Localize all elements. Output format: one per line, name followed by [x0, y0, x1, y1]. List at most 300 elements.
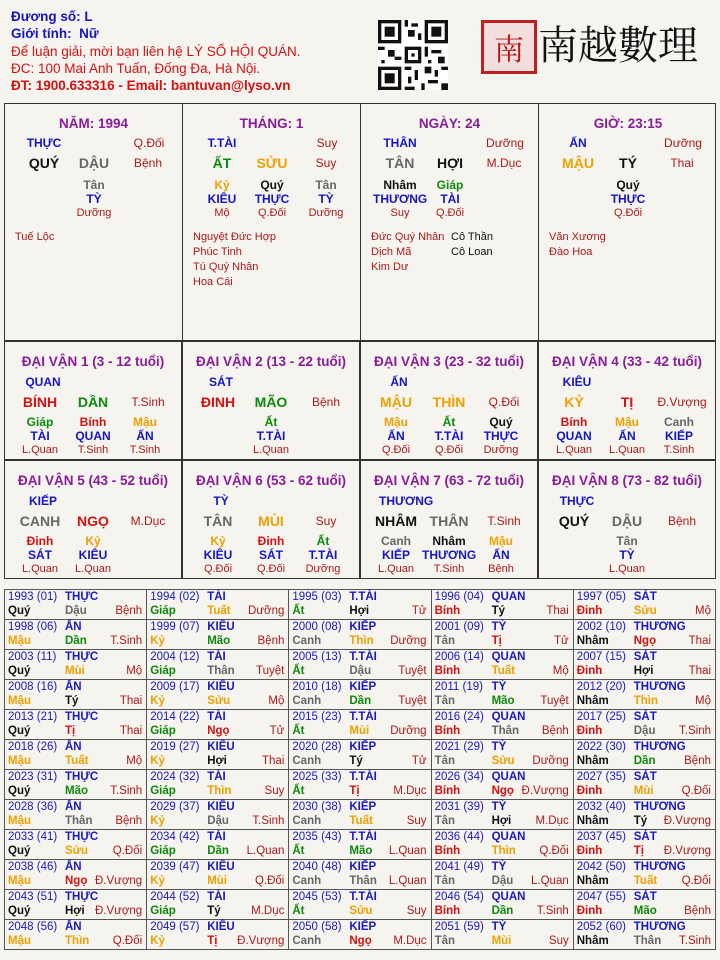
annual-branch: Mùi	[633, 785, 654, 797]
hidden-god: SÁT	[28, 548, 52, 562]
decade-ten-god: THỰC	[559, 494, 595, 508]
hidden-god: THỰC	[254, 192, 290, 206]
annual-branch: Hợi	[633, 665, 654, 677]
annual-stage: T.Sinh	[252, 815, 285, 827]
annual-stage: Suy	[406, 815, 427, 827]
hidden-stem: Kỷ	[214, 178, 230, 192]
hidden-god: TÀI	[440, 192, 460, 206]
annual-cell	[5, 710, 147, 740]
annual-stage: T.Sinh	[110, 785, 143, 797]
annual-ten-god: ẤN	[65, 741, 82, 753]
gender-row	[11, 25, 300, 42]
decade-stage: T.Sinh	[487, 514, 521, 528]
annual-ten-god: TỲ	[491, 621, 507, 633]
pillar-stage: M.Dục	[486, 156, 522, 170]
annual-ten-god: THƯƠNG	[633, 921, 686, 933]
hidden-god: TÀI	[30, 429, 50, 443]
annual-ten-god: TÀI	[207, 651, 226, 663]
annual-cell	[289, 620, 431, 650]
annual-branch: Thân	[633, 935, 662, 947]
annual-cell	[431, 890, 573, 920]
annual-stage: L.Quan	[388, 845, 427, 857]
annual-cell	[431, 740, 573, 770]
star-name: Đức Quý Nhân	[371, 231, 445, 243]
annual-stem: Ất	[292, 605, 305, 617]
decade-stem: CANH	[19, 513, 61, 529]
annual-cell	[147, 620, 289, 650]
hidden-god: ẤN	[492, 548, 510, 562]
annual-row	[5, 890, 716, 920]
annual-cell	[431, 710, 573, 740]
annual-stage: L.Quan	[246, 845, 285, 857]
annual-branch: Thìn	[65, 935, 90, 947]
annual-ten-god: THƯƠNG	[633, 741, 686, 753]
decade-4	[538, 341, 716, 460]
annual-stage: L.Quan	[531, 875, 569, 887]
annual-stage: T.Sinh	[679, 935, 711, 947]
annual-stage: M.Dục	[535, 815, 569, 827]
annual-year: 2047 (55)	[576, 891, 626, 903]
annual-stage: Suy	[264, 785, 285, 797]
annual-stem: Giáp	[150, 725, 176, 737]
annual-branch: Mão	[349, 845, 373, 857]
hidden-stem: Tân	[315, 178, 337, 192]
annual-ten-god: TÀI	[207, 891, 226, 903]
annual-ten-god: THỰC	[65, 711, 99, 723]
annual-stem: Kỷ	[150, 695, 165, 707]
annual-branch: Tị	[491, 635, 502, 647]
decade-ten-god: TỲ	[213, 494, 229, 508]
decade-title: ĐẠI VẬN 5 (43 - 52 tuổi)	[17, 473, 169, 488]
hidden-stem: Tân	[616, 534, 638, 548]
annual-stage: Mộ	[126, 665, 143, 677]
hidden-state: T.Sinh	[433, 563, 465, 575]
annual-stage: Bệnh	[684, 755, 711, 767]
annual-branch: Sửu	[349, 905, 373, 917]
annual-year: 2048 (56)	[8, 921, 58, 933]
annual-cell	[147, 920, 289, 950]
hidden-god: KIÊU	[78, 548, 108, 562]
pillar-stars	[193, 230, 358, 290]
annual-stage: Đ.Vượng	[94, 875, 143, 887]
annual-cell	[289, 740, 431, 770]
annual-cell	[431, 590, 573, 620]
pillar-2	[183, 104, 361, 340]
annual-stage: Q.Đối	[112, 845, 143, 857]
annual-year: 2010 (18)	[292, 681, 342, 693]
decade-8	[538, 460, 716, 579]
annual-stem: Giáp	[150, 905, 176, 917]
hidden-stem: Tân	[83, 178, 105, 192]
annual-cell	[573, 920, 715, 950]
star-name: Cô Thần	[451, 231, 493, 243]
hidden-god: T.TÀI	[308, 548, 338, 562]
annual-ten-god: SÁT	[633, 591, 657, 603]
annual-stem: Kỷ	[150, 875, 165, 887]
annual-stem: Kỷ	[150, 935, 165, 947]
contact-line-3: ĐT: 1900.633316 - Email: bantuvan@lyso.vn	[11, 78, 291, 94]
annual-year: 2038 (46)	[8, 861, 58, 873]
pillar-branch: HỢI	[437, 155, 463, 171]
hidden-god: QUAN	[75, 429, 111, 443]
pillar-relation: Q.Đối	[133, 136, 165, 150]
annual-ten-god: KIÊU	[207, 801, 235, 813]
annual-ten-god: TỲ	[491, 681, 507, 693]
annual-year: 2017 (25)	[576, 711, 626, 723]
annual-ten-god: T.TÀI	[349, 711, 377, 723]
annual-ten-god: THƯƠNG	[633, 621, 686, 633]
hidden-stem: Giáp	[436, 178, 464, 192]
annual-branch: Dần	[65, 635, 87, 647]
annual-branch: Tý	[65, 695, 79, 707]
annual-stage: Tử	[554, 635, 569, 647]
annual-ten-god: KIÊU	[207, 741, 235, 753]
annual-ten-god: THỰC	[65, 591, 99, 603]
hidden-god: THỰC	[610, 192, 646, 206]
annual-year: 2040 (48)	[292, 861, 342, 873]
annual-stage: Tuyệt	[398, 665, 427, 677]
annual-stage: Bệnh	[257, 635, 285, 647]
annual-year: 2029 (37)	[150, 801, 200, 813]
pillar-4	[539, 104, 717, 340]
annual-year: 2044 (52)	[150, 891, 200, 903]
pillar-stem: MẬU	[562, 155, 594, 171]
annual-stem: Đinh	[576, 665, 603, 677]
annual-cell	[573, 800, 715, 830]
annual-branch: Thân	[349, 875, 377, 887]
annual-cell	[147, 650, 289, 680]
pillar-branch: DẬU	[78, 155, 110, 171]
hidden-state: Q.Đối	[613, 207, 643, 219]
annual-year: 2007 (15)	[576, 651, 626, 663]
annual-ten-god: TÀI	[207, 591, 226, 603]
annual-stage: Mộ	[126, 755, 143, 767]
annual-stage: Dưỡng	[248, 605, 285, 617]
annual-branch: Dậu	[491, 875, 514, 887]
annual-year: 2023 (31)	[8, 771, 58, 783]
annual-stage: Tuyệt	[540, 695, 569, 707]
annual-stage: Thai	[688, 635, 711, 647]
hidden-state: Bệnh	[488, 563, 514, 575]
decade-1	[4, 341, 182, 460]
annual-ten-god: KIẾP	[349, 621, 377, 633]
annual-branch: Dậu	[633, 725, 656, 737]
annual-ten-god: SÁT	[633, 831, 657, 843]
annual-cell	[5, 620, 147, 650]
annual-year: 2027 (35)	[576, 771, 626, 783]
annual-branch: Thìn	[207, 785, 232, 797]
annual-ten-god: KIÊU	[207, 681, 235, 693]
annual-stem: Nhâm	[576, 635, 609, 647]
annual-stage: Đ.Vượng	[663, 815, 711, 827]
annual-cell	[431, 860, 573, 890]
annual-cell	[289, 680, 431, 710]
annual-cell	[5, 740, 147, 770]
annual-stage: Bệnh	[541, 725, 569, 737]
annual-cell	[289, 650, 431, 680]
annual-cell	[431, 680, 573, 710]
pillar-relation: Dưỡng	[486, 136, 524, 150]
annual-stage: Mộ	[552, 665, 569, 677]
decade-5	[4, 460, 182, 579]
annual-ten-god: ẤN	[65, 621, 82, 633]
annual-ten-god: QUAN	[491, 891, 526, 903]
annual-year: 2035 (43)	[292, 831, 342, 843]
annual-ten-god: SÁT	[633, 891, 657, 903]
decade-title: ĐẠI VẬN 2 (13 - 22 tuổi)	[195, 354, 347, 369]
hidden-god: TỲ	[318, 192, 334, 206]
decade-ten-god: KIÊU	[562, 375, 592, 389]
annual-stage: Bệnh	[115, 605, 143, 617]
annual-ten-god: ẤN	[65, 921, 82, 933]
annual-stem: Đinh	[576, 725, 603, 737]
annual-cell	[431, 620, 573, 650]
annual-ten-god: T.TÀI	[349, 771, 377, 783]
annual-year: 1998 (06)	[8, 621, 58, 633]
annual-ten-god: KIẾP	[349, 681, 377, 693]
annual-cell	[5, 680, 147, 710]
annual-stage: M.Dục	[251, 905, 285, 917]
annual-stage: Tử	[411, 605, 427, 617]
hidden-god: KIÊU	[203, 548, 233, 562]
annual-branch: Dần	[207, 845, 229, 857]
decade-branch: THÂN	[429, 513, 469, 529]
annual-cell	[573, 590, 715, 620]
annual-stage: Q.Đối	[681, 785, 711, 797]
annual-branch: Tý	[633, 815, 648, 827]
brand-title: 南越數理	[538, 23, 698, 69]
hidden-state: Suy	[390, 207, 410, 219]
decade-stem: TÂN	[203, 513, 233, 529]
annual-cell	[573, 620, 715, 650]
annual-year: 2008 (16)	[8, 681, 58, 693]
hidden-stem: Nhâm	[432, 534, 466, 548]
annual-stage: Suy	[406, 905, 427, 917]
annual-stage: Q.Đối	[681, 875, 711, 887]
annual-year: 2032 (40)	[576, 801, 626, 813]
annual-branch: Hợi	[207, 755, 227, 767]
decade-2	[182, 341, 360, 460]
pillar-ten-god: THỰC	[26, 136, 62, 150]
decade-title: ĐẠI VẬN 3 (23 - 32 tuổi)	[373, 354, 525, 369]
hidden-state: L.Quan	[21, 444, 59, 456]
pillar-stage: Suy	[315, 156, 337, 170]
decade-title: ĐẠI VẬN 8 (73 - 82 tuổi)	[551, 473, 703, 488]
annual-stage: Bệnh	[115, 815, 143, 827]
star-name: Phúc Tinh	[193, 246, 242, 258]
hidden-stem: Quý	[489, 415, 513, 429]
hidden-state: Mộ	[214, 207, 230, 219]
pillar-stars	[371, 230, 536, 275]
decade-stage: T.Sinh	[131, 395, 165, 409]
annual-branch: Tị	[633, 845, 644, 857]
hidden-god: T.TÀI	[256, 429, 286, 443]
decade-6	[182, 460, 360, 579]
annual-branch: Tý	[491, 605, 505, 617]
decade-title: ĐẠI VẬN 4 (33 - 42 tuổi)	[551, 354, 703, 369]
annual-year: 2041 (49)	[434, 861, 484, 873]
annual-ten-god: TÀI	[207, 711, 226, 723]
decade-branch: DẦN	[77, 394, 109, 410]
annual-cell	[573, 890, 715, 920]
annual-row	[5, 860, 716, 890]
annual-cell	[5, 830, 147, 860]
annual-cell	[573, 710, 715, 740]
annual-cell	[147, 770, 289, 800]
annual-year: 2006 (14)	[434, 651, 484, 663]
annual-branch: Sửu	[633, 605, 657, 617]
annual-branch: Dần	[491, 905, 514, 917]
decade-ten-god: THƯƠNG	[379, 494, 434, 508]
pillar-1	[5, 104, 183, 340]
annual-cell	[5, 800, 147, 830]
pillar-branch: TÝ	[619, 155, 637, 171]
annual-ten-god: TỲ	[491, 861, 507, 873]
annual-stem: Giáp	[150, 845, 176, 857]
annual-branch: Tuất	[349, 815, 373, 827]
annual-branch: Mão	[65, 785, 88, 797]
annual-ten-god: TỲ	[491, 921, 507, 933]
hidden-stem: Quý	[260, 178, 284, 192]
hidden-state: L.Quan	[74, 563, 112, 575]
annual-ten-god: THỰC	[65, 771, 99, 783]
annual-year: 2052 (60)	[576, 921, 626, 933]
gender-label: Giới tính:	[11, 26, 72, 42]
annual-stem: Kỷ	[150, 755, 165, 767]
annual-stem: Canh	[292, 935, 322, 947]
annual-row	[5, 830, 716, 860]
annual-branch: Ngọ	[207, 725, 230, 737]
annual-year: 2020 (28)	[292, 741, 342, 753]
hidden-state: Q.Đối	[256, 563, 286, 575]
four-pillars-table	[4, 103, 716, 341]
annual-ten-god: ẤN	[65, 801, 82, 813]
annual-stem: Bính	[434, 605, 461, 617]
annual-cell	[5, 860, 147, 890]
decade-stage: Suy	[315, 514, 337, 528]
annual-stem: Tân	[434, 875, 456, 887]
annual-ten-god: T.TÀI	[349, 891, 377, 903]
annual-stem: Ất	[292, 785, 305, 797]
decade-stem: ĐINH	[200, 394, 236, 410]
annual-year: 2005 (13)	[292, 651, 342, 663]
annual-stage: Dưỡng	[532, 755, 569, 767]
annual-stage: Mộ	[695, 695, 711, 707]
annual-branch: Mùi	[207, 875, 227, 887]
annual-ten-god: QUAN	[491, 711, 526, 723]
hidden-god: ẤN	[618, 429, 636, 443]
decade-stem: NHÂM	[375, 513, 417, 529]
annual-stage: Thai	[546, 605, 569, 617]
annual-year: 1997 (05)	[576, 591, 626, 603]
pillar-stem: QUÝ	[28, 155, 60, 171]
annual-stem: Canh	[292, 875, 322, 887]
annual-stem: Nhâm	[576, 815, 609, 827]
hidden-god: TỲ	[86, 192, 102, 206]
annual-stem: Canh	[292, 755, 322, 767]
annual-stem: Canh	[292, 635, 322, 647]
hidden-state: L.Quan	[21, 563, 59, 575]
hidden-god: ẤN	[136, 429, 154, 443]
annual-stem: Kỷ	[150, 815, 165, 827]
annual-row	[5, 800, 716, 830]
hidden-god: KIÊU	[207, 192, 237, 206]
annual-cell	[5, 770, 147, 800]
annual-branch: Thân	[65, 815, 93, 827]
annual-cell	[573, 830, 715, 860]
annual-stage: Bệnh	[684, 905, 711, 917]
hidden-stem: Giáp	[26, 415, 54, 429]
annual-year: 1996 (04)	[434, 591, 484, 603]
annual-stage: Đ.Vượng	[237, 935, 285, 947]
annual-branch: Tý	[349, 755, 363, 767]
decade-stage: M.Dục	[130, 514, 166, 528]
annual-stem: Bính	[434, 665, 461, 677]
pillar-title: NĂM: 1994	[58, 116, 129, 131]
hidden-state: Q.Đối	[257, 207, 287, 219]
hidden-stem: Kỷ	[85, 534, 101, 548]
star-name: Văn Xương	[549, 231, 606, 243]
annual-cell	[289, 800, 431, 830]
annual-stem: Giáp	[150, 605, 176, 617]
contact-line-2: ĐC: 100 Mai Anh Tuấn, Đống Đa, Hà Nội.	[11, 60, 261, 76]
annual-stage: Dưỡng	[390, 635, 427, 647]
annual-ten-god: T.TÀI	[349, 591, 377, 603]
annual-branch: Thìn	[349, 635, 374, 647]
annual-stem: Tân	[434, 695, 456, 707]
annual-branch: Ngọ	[633, 635, 657, 647]
pillar-relation: Suy	[316, 136, 338, 150]
annual-ten-god: KIÊU	[207, 921, 235, 933]
hidden-state: Dưỡng	[483, 444, 519, 456]
contact-line-1: Để luận giải, mời bạn liên hệ LÝ SỐ HỘI QUÁN.	[11, 43, 301, 59]
annual-branch: Thân	[207, 665, 235, 677]
annual-branch: Thìn	[491, 845, 516, 857]
annual-cell	[5, 650, 147, 680]
annual-year: 2021 (29)	[434, 741, 484, 753]
hidden-state: L.Quan	[377, 563, 415, 575]
annual-branch: Tuất	[633, 875, 658, 887]
hidden-stem: Quý	[616, 178, 640, 192]
annual-stage: Đ.Vượng	[94, 905, 143, 917]
decade-stage: Q.Đối	[488, 395, 520, 409]
annual-branch: Thìn	[633, 695, 659, 707]
annual-ten-god: THỰC	[65, 891, 99, 903]
annual-cell	[573, 740, 715, 770]
annual-stem: Bính	[434, 905, 461, 917]
annual-row	[5, 650, 716, 680]
hidden-stem: Mậu	[489, 534, 513, 548]
hidden-stem: Đinh	[26, 534, 54, 548]
annual-cell	[147, 710, 289, 740]
hidden-stem: Canh	[381, 534, 411, 548]
annual-cell	[147, 590, 289, 620]
annual-stem: Bính	[434, 785, 461, 797]
annual-year: 2002 (10)	[576, 621, 626, 633]
pillar-ten-god: ẤN	[569, 136, 587, 150]
annual-row	[5, 920, 716, 950]
annual-cell	[573, 860, 715, 890]
hidden-god: T.TÀI	[434, 429, 464, 443]
hidden-god: THỰC	[483, 429, 519, 443]
annual-cell	[573, 650, 715, 680]
annual-stem: Nhâm	[576, 755, 609, 767]
annual-branch: Ngọ	[491, 785, 514, 797]
annual-cell	[147, 680, 289, 710]
decade-stem: MẬU	[380, 394, 412, 410]
decade-7	[360, 460, 538, 579]
hidden-stem: Ất	[442, 415, 456, 429]
